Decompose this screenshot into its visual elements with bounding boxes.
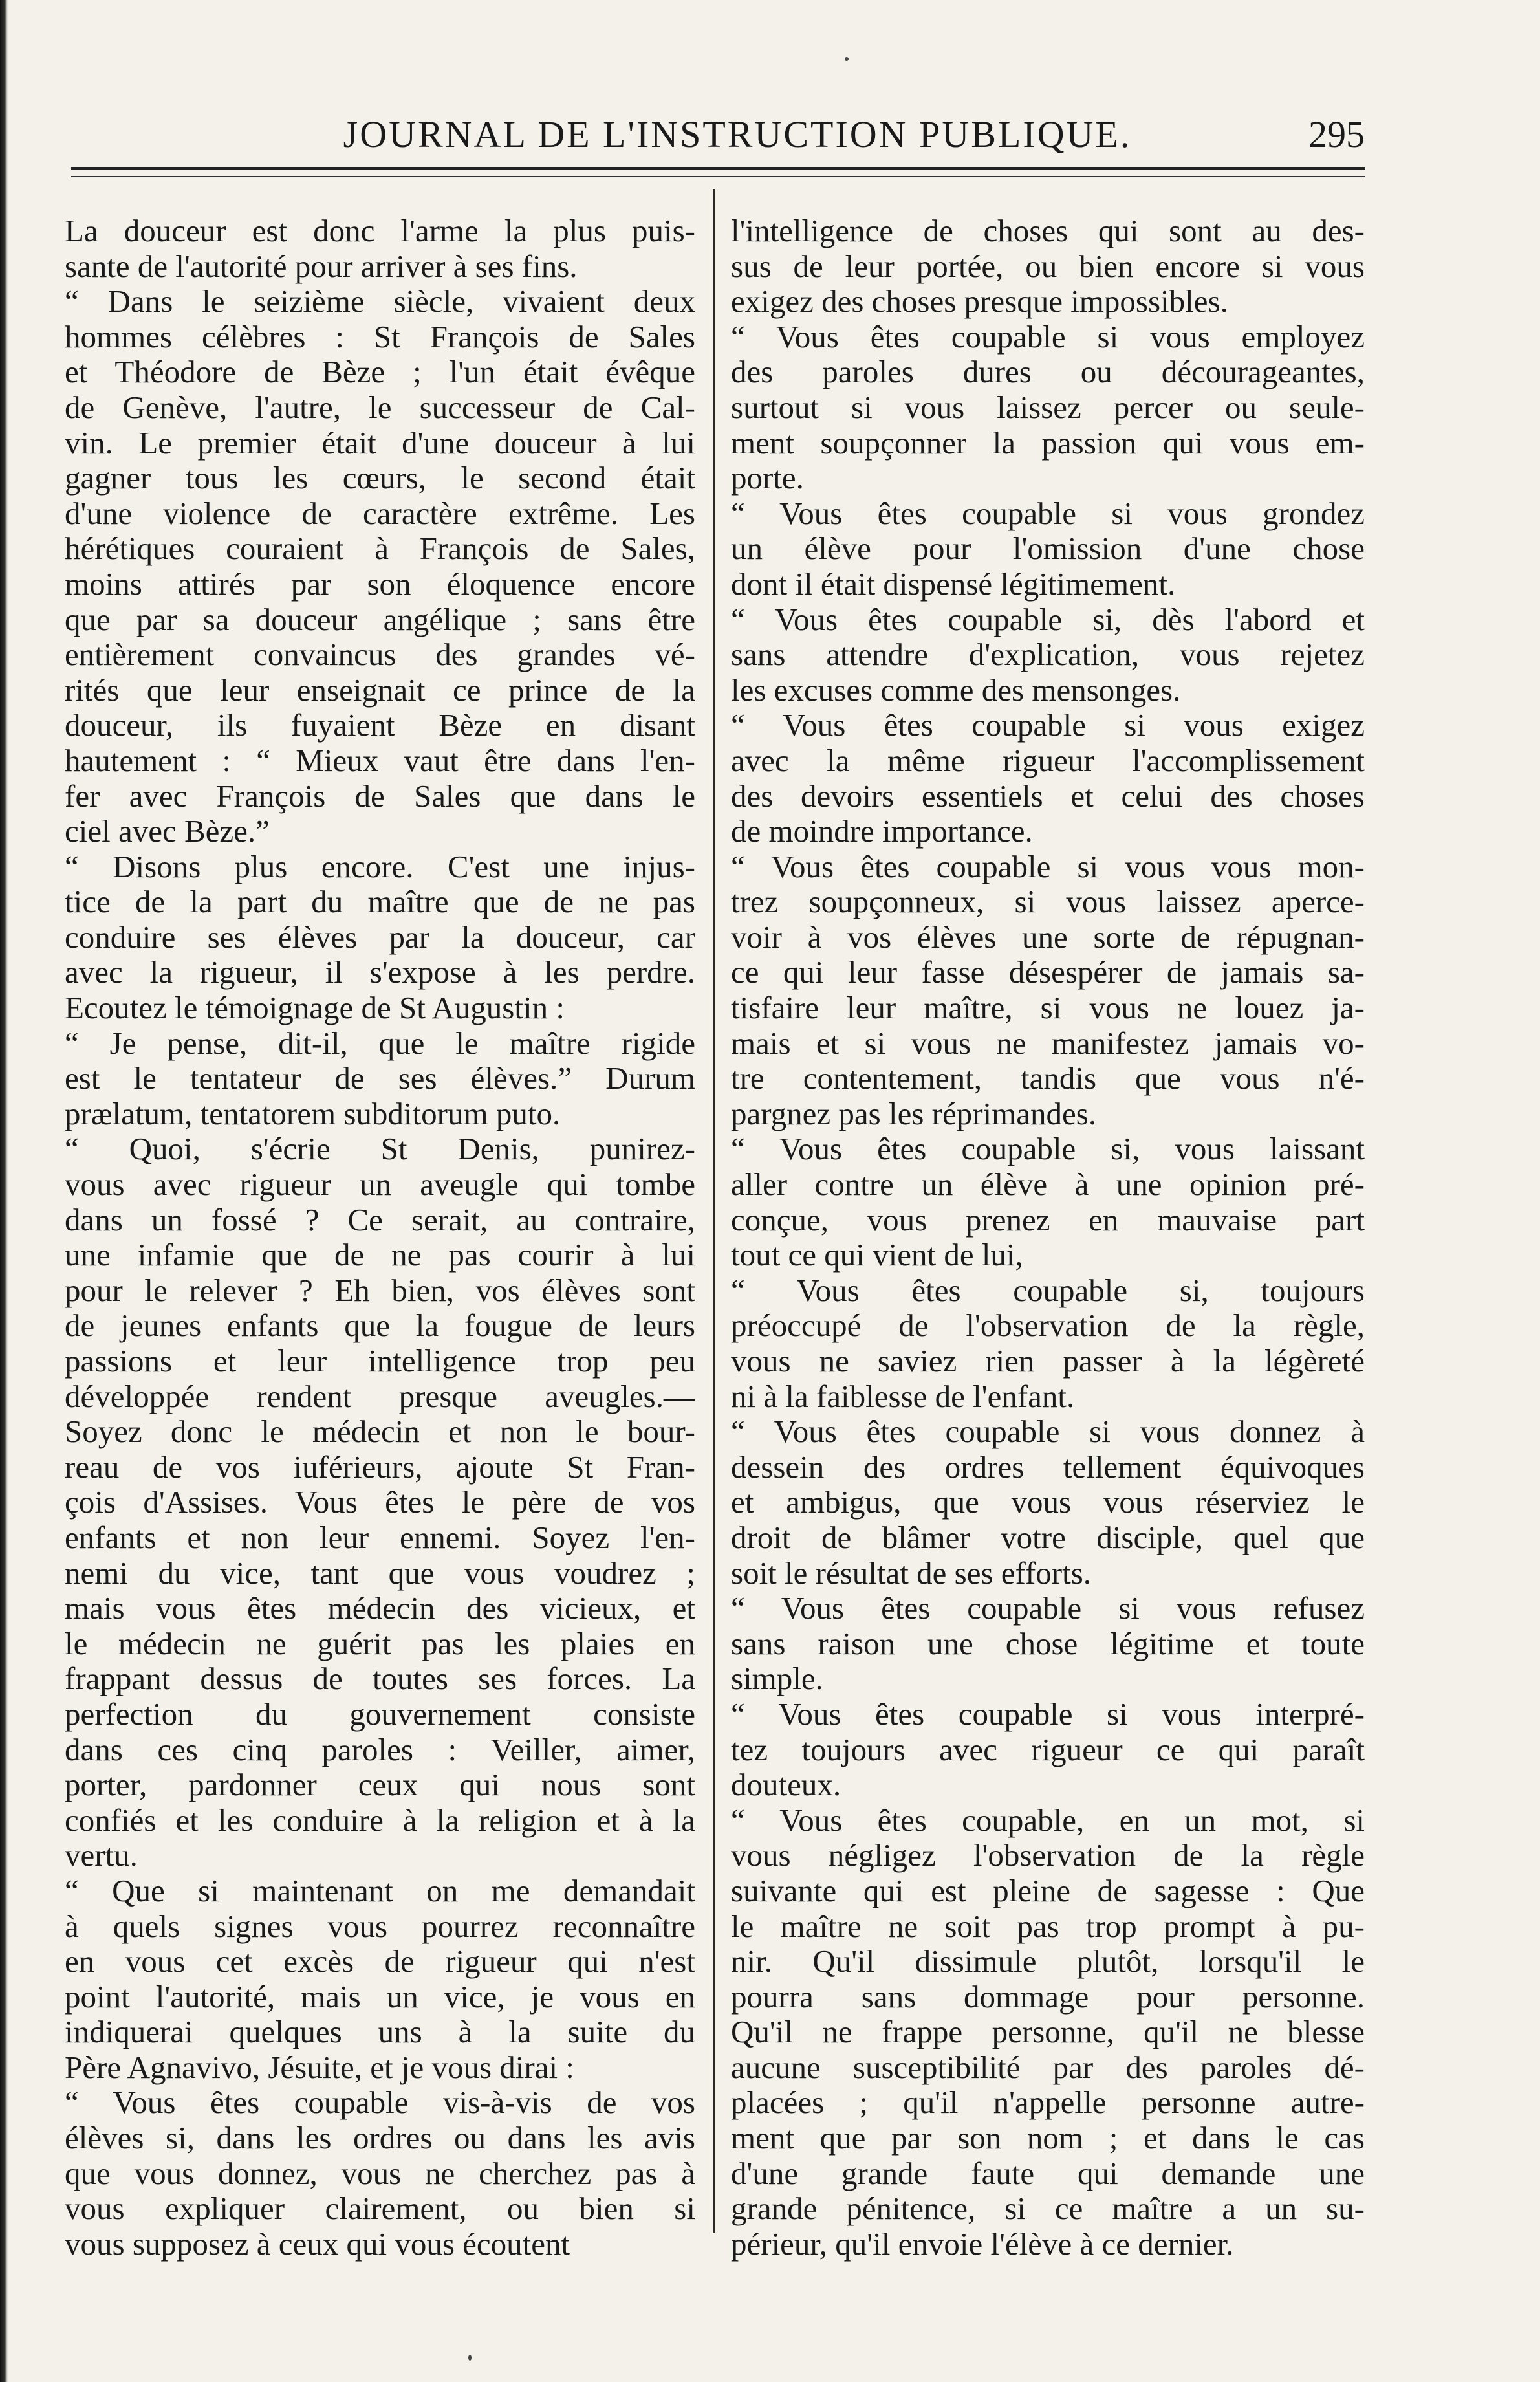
text-line: préoccupé de l'observation de la règle, [731, 1308, 1365, 1344]
text-line: ni à la faiblesse de l'enfant. [731, 1379, 1075, 1414]
text-line: des paroles dures ou décourageantes, [731, 355, 1365, 390]
text-line: et Théodore de Bèze ; l'un était évêque [65, 355, 695, 390]
text-line: le médecin ne guérit pas les plaies en [65, 1626, 695, 1661]
text-line: tice de la part du maître que de ne pas [65, 884, 695, 920]
left-text-column [65, 213, 695, 2262]
text-line: droit de blâmer votre disciple, quel que [731, 1520, 1365, 1555]
text-line: frappant dessus de toutes ses forces. La [65, 1661, 695, 1697]
text-line: sans raison une chose légitime et toute [731, 1626, 1365, 1661]
text-line: nemi du vice, tant que vous voudrez ; [65, 1555, 695, 1591]
text-line: avec la même rigueur l'accomplissement [731, 743, 1365, 778]
text-line: le maître ne soit pas trop prompt à pu- [731, 1908, 1365, 1944]
text-line: hautement : “ Mieux vaut être dans l'en- [65, 743, 695, 778]
text-line: sans attendre d'explication, vous rejetez [731, 637, 1365, 673]
text-line: tisfaire leur maître, si vous ne louez ja- [731, 990, 1365, 1026]
column-divider [713, 189, 715, 2233]
text-line: conduire ses élèves par la douceur, car [65, 919, 695, 955]
text-line: dont il était dispensé légitimement. [731, 566, 1176, 602]
text-line: “ Que si maintenant on me demandait [65, 1873, 695, 1908]
text-line: douceur, ils fuyaient Bèze en disant [65, 708, 695, 743]
text-line: “ Vous êtes coupable si vous refusez [731, 1591, 1365, 1626]
text-line: pourra sans dommage pour personne. [731, 1979, 1365, 2015]
text-line: de Genève, l'autre, le successeur de Cal- [65, 389, 695, 425]
text-line: hommes célèbres : St François de Sales [65, 319, 695, 355]
text-line: conçue, vous prenez en mauvaise part [731, 1202, 1365, 1238]
text-line: des devoirs essentiels et celui des choses [731, 778, 1365, 814]
text-line: “ Vous êtes coupable vis-à-vis de vos [65, 2085, 695, 2121]
text-line: tez toujours avec rigueur ce qui paraît [731, 1732, 1365, 1767]
text-line: “ Vous êtes coupable si vous employez [731, 319, 1365, 355]
text-line: confiés et les conduire à la religion et à la [65, 1802, 695, 1838]
text-line: une infamie que de ne pas courir à lui [65, 1238, 695, 1273]
text-line: “ Vous êtes coupable si vous exigez [731, 708, 1365, 743]
text-line: vous négligez l'observation de la règle [731, 1838, 1365, 1874]
text-line: “ Vous êtes coupable si, dès l'abord et [731, 602, 1365, 637]
running-header [71, 109, 1365, 167]
text-line: hérétiques couraient à François de Sales, [65, 531, 695, 567]
running-title: JOURNAL DE L'INSTRUCTION PUBLIQUE. [343, 113, 1132, 155]
text-line: dans ces cinq paroles : Veiller, aimer, [65, 1732, 695, 1767]
text-line: pour le relever ? Eh bien, vos élèves sont [65, 1273, 695, 1308]
scan-speck [845, 57, 849, 61]
text-line: “ Vous êtes coupable si, toujours [731, 1273, 1365, 1308]
text-line: de jeunes enfants que la fougue de leurs [65, 1308, 695, 1344]
text-line: entièrement convaincus des grandes vé- [65, 637, 695, 673]
text-line: exigez des choses presque impossibles. [731, 284, 1228, 320]
text-line: “ Vous êtes coupable si vous vous mon- [731, 849, 1365, 884]
text-line: pargnez pas les réprimandes. [731, 1096, 1097, 1131]
text-line: en vous cet excès de rigueur qui n'est [65, 1944, 695, 1980]
text-line: “ Vous êtes coupable si, vous laissant [731, 1131, 1365, 1167]
text-line: d'une violence de caractère extrême. Les [65, 496, 695, 531]
text-line: douteux. [731, 1767, 841, 1803]
text-line: mais vous êtes médecin des vicieux, et [65, 1591, 695, 1626]
text-line: grande pénitence, si ce maître a un su- [731, 2191, 1365, 2227]
text-line: “ Dans le seizième siècle, vivaient deux [65, 284, 695, 320]
text-line: dessein des ordres tellement équivoques [731, 1449, 1365, 1485]
text-line: Soyez donc le médecin et non le bour- [65, 1414, 695, 1450]
text-line: vous expliquer clairement, ou bien si [65, 2191, 695, 2227]
text-line: développée rendent presque aveugles.— [65, 1379, 695, 1414]
scan-binding-edge [0, 0, 8, 2382]
text-line: simple. [731, 1661, 823, 1697]
text-line: mais et si vous ne manifestez jamais vo- [731, 1025, 1365, 1061]
text-line: un élève pour l'omission d'une chose [731, 531, 1365, 567]
text-line: çois d'Assises. Vous êtes le père de vos [65, 1485, 695, 1520]
text-line: avec la rigueur, il s'expose à les perdre. [65, 955, 695, 990]
text-line: porte. [731, 461, 804, 496]
text-line: de moindre importance. [731, 814, 1033, 849]
text-line: vous ne saviez rien passer à la légèreté [731, 1344, 1365, 1379]
scan-speck [468, 2355, 472, 2361]
text-line: ciel avec Bèze.” [65, 814, 270, 849]
text-line: “ Quoi, s'écrie St Denis, punirez- [65, 1131, 695, 1167]
text-line: Père Agnavivo, Jésuite, et je vous dirai : [65, 2049, 574, 2085]
text-line: “ Disons plus encore. C'est une injus- [65, 849, 695, 884]
text-line: et ambigus, que vous vous réserviez le [731, 1485, 1365, 1520]
text-line: élèves si, dans les ordres ou dans les avis [65, 2121, 695, 2156]
text-line: sante de l'autorité pour arriver à ses fins. [65, 248, 578, 284]
page-number: 295 [1308, 113, 1365, 155]
text-line: que par sa douceur angélique ; sans être [65, 602, 695, 637]
text-line: “ Vous êtes coupable si vous grondez [731, 496, 1365, 531]
text-line: soit le résultat de ses efforts. [731, 1555, 1092, 1591]
text-line: placées ; qu'il n'appelle personne autre- [731, 2085, 1365, 2121]
text-line: trez soupçonneux, si vous laissez aperce- [731, 884, 1365, 920]
text-line: passions et leur intelligence trop peu [65, 1344, 695, 1379]
text-line: perfection du gouvernement consiste [65, 1696, 695, 1732]
text-line: La douceur est donc l'arme la plus puis- [65, 213, 695, 248]
text-line: dans un fossé ? Ce serait, au contraire, [65, 1202, 695, 1238]
text-line: Ecoutez le témoignage de St Augustin : [65, 990, 565, 1026]
text-line: indiquerai quelques uns à la suite du [65, 2015, 695, 2050]
text-line: moins attirés par son éloquence encore [65, 566, 695, 602]
text-line: surtout si vous laissez percer ou seule- [731, 389, 1365, 425]
text-line: ce qui leur fasse désespérer de jamais sa- [731, 955, 1365, 990]
text-line: “ Vous êtes coupable, en un mot, si [731, 1802, 1365, 1838]
text-line: fer avec François de Sales que dans le [65, 778, 695, 814]
text-line: l'intelligence de choses qui sont au des- [731, 213, 1365, 248]
text-line: “ Vous êtes coupable si vous interpré- [731, 1696, 1365, 1732]
text-line: ment que par son nom ; et dans le cas [731, 2121, 1365, 2156]
text-line: tout ce qui vient de lui, [731, 1238, 1023, 1273]
text-line: rités que leur enseignait ce prince de la [65, 672, 695, 708]
text-line: que vous donnez, vous ne cherchez pas à [65, 2156, 695, 2191]
text-line: reau de vos iuférieurs, ajoute St Fran- [65, 1449, 695, 1485]
text-line: vous supposez à ceux qui vous écoutent [65, 2226, 570, 2262]
text-line: Qu'il ne frappe personne, qu'il ne blesse [731, 2015, 1365, 2050]
text-line: vertu. [65, 1838, 138, 1874]
text-line: ment soupçonner la passion qui vous em- [731, 425, 1365, 461]
header-rule-thick [71, 167, 1365, 170]
text-line: périeur, qu'il envoie l'élève à ce dernier. [731, 2226, 1234, 2262]
text-line: sus de leur portée, ou bien encore si vous [731, 248, 1365, 284]
text-line: d'une grande faute qui demande une [731, 2156, 1365, 2191]
text-line: voir à vos élèves une sorte de répugnan- [731, 919, 1365, 955]
header-rule-thin [71, 176, 1365, 177]
text-line: prælatum, tentatorem subditorum puto. [65, 1096, 561, 1131]
text-line: aucune susceptibilité par des paroles dé- [731, 2049, 1365, 2085]
text-line: est le tentateur de ses élèves.” Durum [65, 1061, 695, 1097]
text-line: aller contre un élève à une opinion pré- [731, 1167, 1365, 1203]
text-line: “ Vous êtes coupable si vous donnez à [731, 1414, 1365, 1450]
text-line: enfants et non leur ennemi. Soyez l'en- [65, 1520, 695, 1555]
text-line: gagner tous les cœurs, le second était [65, 461, 695, 496]
text-line: vin. Le premier était d'une douceur à lui [65, 425, 695, 461]
text-line: à quels signes vous pourrez reconnaître [65, 1908, 695, 1944]
text-line: point l'autorité, mais un vice, je vous en [65, 1979, 695, 2015]
right-text-column [731, 213, 1365, 2262]
text-line: les excuses comme des mensonges. [731, 672, 1181, 708]
text-line: nir. Qu'il dissimule plutôt, lorsqu'il le [731, 1944, 1365, 1980]
text-line: vous avec rigueur un aveugle qui tombe [65, 1167, 695, 1203]
text-line: porter, pardonner ceux qui nous sont [65, 1767, 695, 1803]
text-line: suivante qui est pleine de sagesse : Que [731, 1873, 1365, 1908]
text-line: tre contentement, tandis que vous n'é- [731, 1061, 1365, 1097]
text-line: “ Je pense, dit-il, que le maître rigide [65, 1025, 695, 1061]
